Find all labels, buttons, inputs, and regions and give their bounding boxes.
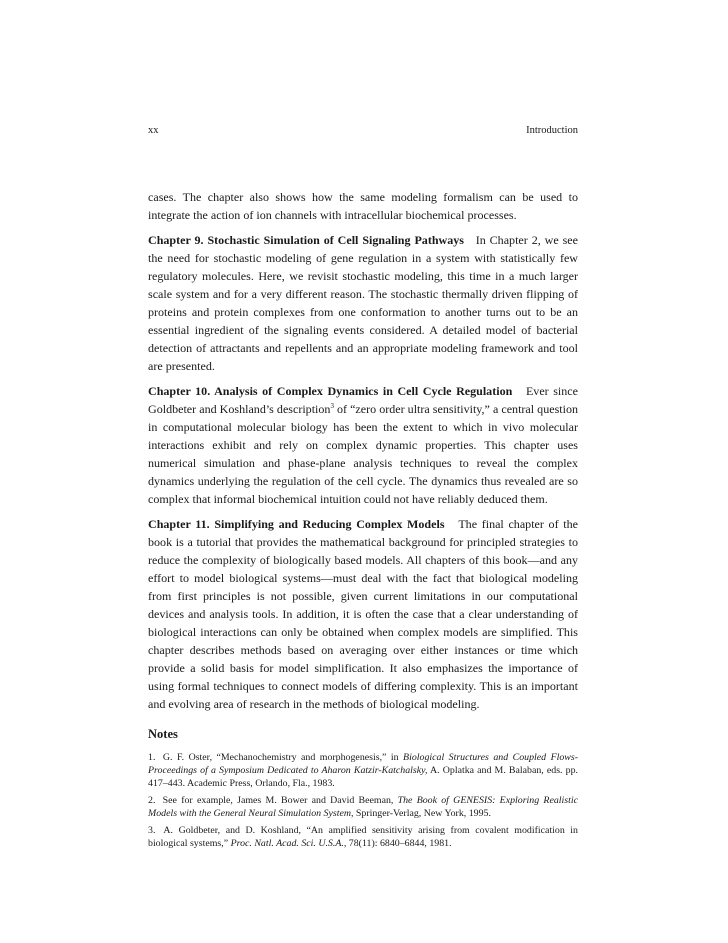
chapter-11-paragraph	[148, 515, 578, 713]
chapter-9-title: Chapter 9. Stochastic Simulation of Cell Signaling Pathways	[148, 233, 464, 247]
note-3-text-a: A. Goldbeter, and D. Koshland, “An amplified sensitivity arising from covalent modification in biological systems,”	[148, 825, 578, 849]
page-number: xx	[148, 125, 159, 136]
chapter-9-body: In Chapter 2, we see the need for stochastic modeling of gene regulation in a system with statistically few regulatory molecules. Here, we revisit stochastic modeling, this time in a much larger scale system and for a very different reason. The stochastic thermally driven flipping of proteins and protein complexes from one conformation to another turns out to be an essential ingredient of the signaling events considered. A detailed model of bacterial detection of attractants and repellents and an appropriate modeling framework and tool are presented.	[148, 233, 578, 373]
note-3-number: 3.	[148, 825, 156, 836]
paragraph-continuation: cases. The chapter also shows how the same modeling formalism can be used to integrate the action of ion channels with intracellular biochemical processes.	[148, 190, 578, 222]
note-1-text-b: A. Oplatka and M. Balaban, eds. pp. 417–443. Academic Press, Orlando, Fla., 1983.	[148, 765, 578, 789]
note-2-number: 2.	[148, 795, 156, 806]
chapter-10-paragraph	[148, 382, 578, 508]
note-2	[148, 794, 578, 820]
note-1-title: Biological Structures and Coupled Flows-Proceedings of a Symposium Dedicated to Aharon Katzir-Katchalsky,	[148, 752, 578, 776]
note-1-text-a: G. F. Oster, “Mechanochemistry and morphogenesis,” in	[162, 752, 404, 763]
chapter-9-paragraph	[148, 231, 578, 375]
chapter-10-body-start: Ever since Goldbeter and Koshland’s description	[148, 384, 578, 416]
chapter-11-title: Chapter 11. Simplifying and Reducing Complex Models	[148, 517, 445, 531]
note-2-text-a: See for example, James M. Bower and David Beeman,	[162, 795, 398, 806]
note-3-title: Proc. Natl. Acad. Sci. U.S.A.	[230, 838, 344, 849]
chapter-11-body: The final chapter of the book is a tutorial that provides the mathematical background for principled strategies to reduce the complexity of biologically based models. All chapters of this book—and any effort to model biological systems—must deal with the fact that biological modeling from first principles is not possible, given current limitations in our computational devices and analysis tools. In addition, it is often the case that a clear understanding of biological interactions can only be obtained when complex models are simplified. This chapter describes methods based on averaging over either instances or time which provide a solid basis for model simplification. It also emphasizes the importance of using formal techniques to connect models of differing complexity. This is an important and evolving area of research in the methods of biological modeling.	[148, 517, 578, 711]
chapter-10-body-end: of “zero order ultra sensitivity,” a central question in computational molecular biology has been the extent to which in vivo molecular interactions exhibit and rely on complex dynamic properties. This chapter uses numerical simulation and phase-plane analysis techniques to reveal the complex dynamics underlying the regulation of the cell cycle. The dynamics thus revealed are so complex that informal biochemical intuition could not have reliably deduced them.	[148, 402, 578, 506]
note-2-text-b: , Springer-Verlag, New York, 1995.	[350, 808, 491, 819]
page-body	[148, 188, 578, 854]
footnote-ref-3[interactable]: 3	[330, 401, 334, 410]
running-header	[148, 125, 578, 141]
notes-heading: Notes	[148, 727, 178, 741]
note-3	[148, 824, 578, 850]
note-2-title: The Book of GENESIS: Exploring Realistic Models with the General Neural Simulation System	[148, 795, 578, 819]
note-3-text-b: , 78(11): 6840–6844, 1981.	[343, 838, 452, 849]
running-title: Introduction	[526, 125, 578, 136]
note-1	[148, 751, 578, 790]
chapter-10-title: Chapter 10. Analysis of Complex Dynamics in Cell Cycle Regulation	[148, 384, 513, 398]
note-1-number: 1.	[148, 752, 156, 763]
